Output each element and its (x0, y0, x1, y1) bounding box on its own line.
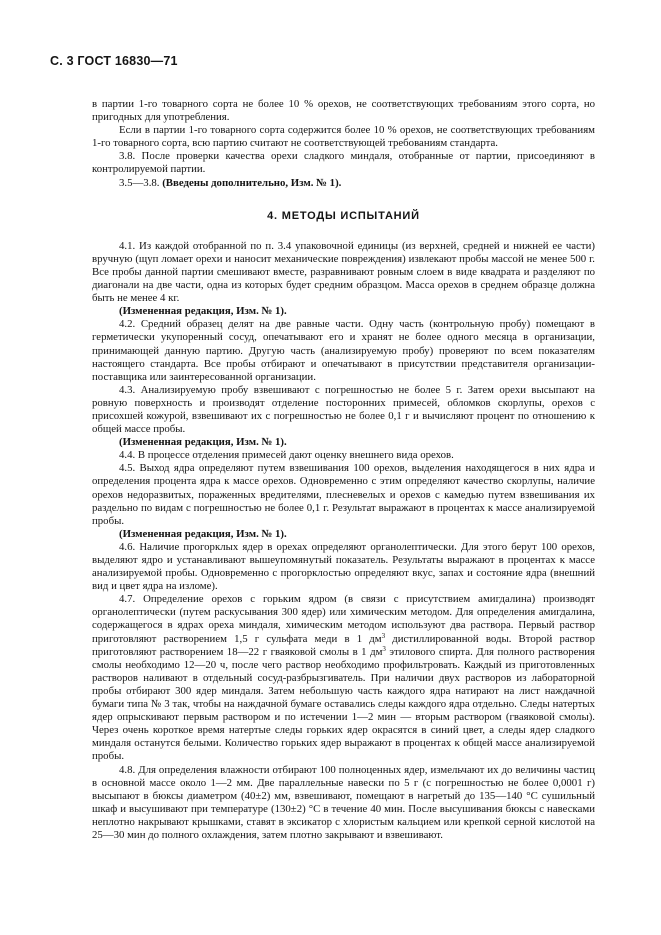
paragraph-4-7-part-c: этилового спирта. Для полного растворения смолы необходимо 12—20 ч, после чего раствор необходимо профильтровать. Каждый из приготовленных растворов наливают в отдельный сосуд-разбрызгиватель. При наличии двух растворов из лабораторной пробы отбирают 300 ядер миндаля. Затем небольшую часть каждого ядра натирают на лист наждачной бумаги типа № 3 так, чтобы на наждачной бумаге оставались следы каждого ядра отдельно. Следы натертых ядер опрыскивают первым раствором и по истечении 1—2 мин — вторым раствором (гваяковой смолы). Через очень короткое время натертые следы горьких ядер окрасятся в синий цвет, а следы ядер сладкого миндаля останутся белыми. Количество горьких ядер выражают в процентах к общей массе анализируемой пробы. (92, 645, 595, 763)
paragraph-4-7 (92, 593, 595, 763)
paragraph-4-1: 4.1. Из каждой отобранной по п. 3.4 упаковочной единицы (из верхней, средней и нижней ее части) вручную (щуп ломает орехи и наносит механические повреждения) извлекают пробы массой не менее 500 г. Все пробы данной партии смешивают вместе, разравнивают ровным слоем в виде квадрата и разделяют по диагонали на две части, одна из которых будет средним образцом. Масса орехов в среднем образце должна быть не менее 4 кг. (92, 239, 595, 305)
paragraph-3-7-batch-rule: Если в партии 1-го товарного сорта содержится более 10 % орехов, не соответствующих требованиям 1-го товарного сорта, всю партию считают не соответствующей требованиям стандарта. (92, 124, 595, 150)
cubic-superscript: 3 (381, 631, 386, 640)
paragraph-4-2: 4.2. Средний образец делят на две равные части. Одну часть (контрольную пробу) помещают в герметически укупоренный сосуд, опечатывают его и хранят не более одного месяца в организации, принимающей данную партию. Другую часть (анализируемую пробу) проверяют по всем показателям настоящего стандарта. Все пробы отбирают и опечатывают в присутствии представителя организации-поставщика или заинтересованной организации. (92, 318, 595, 383)
paragraph-4-7-part-a: 4.7. Определение орехов с горьким ядром (в связи с присутствием амигдалина) производят органолептически (путем раскусывания 300 ядер) или химическим методом. Для определения амигдалина, содержащегося в ядрах ореха миндаля, химическим методом используют два раствора. Первый раствор приготовляют растворением 1,5 г сульфата меди в 1 дм (92, 593, 595, 645)
amendment-text: (Введены дополнительно, Изм. № 1). (162, 176, 342, 189)
paragraph-4-5: 4.5. Выход ядра определяют путем взвешивания 100 орехов, выделения находящегося в них ядра и определения процента ядра к массе орехов. Одновременно с этим определяют качество скорлупы, наличие орехов недоразвитых, пораженных вредителями, плесневелых и орехов с камедью путем взвешивания их раздельно по видам с погрешностью не более 0,1 г. Результат выражают в процентах к массе анализируемой пробы. (92, 462, 595, 527)
edition-note: (Измененная редакция, Изм. № 1). (119, 305, 287, 318)
paragraph-4-4: 4.4. В процессе отделения примесей дают оценку внешнего вида орехов. (119, 449, 454, 462)
document-body (92, 98, 595, 842)
edition-note: (Измененная редакция, Изм. № 1). (119, 527, 287, 540)
paragraph-amendment-note (92, 177, 595, 190)
paragraph-3-7-continued: в партии 1-го товарного сорта не более 10 % орехов, не соответствующих требованиям этого сорта, но пригодных для употребления. (92, 98, 595, 124)
paragraph-3-8: 3.8. После проверки качества орехи сладкого миндаля, отобранные от партии, присоединяют в контролируемой партии. (92, 150, 595, 176)
paragraph-4-3: 4.3. Анализируемую пробу взвешивают с погрешностью не более 5 г. Затем орехи высыпают на ровную поверхность и производят отделение посторонних примесей, обломков скорлупы, орехов с присохшей кожурой, взвешивают их с погрешностью не более 0,1 г и вычисляют процент по отношению к общей массе пробы. (92, 383, 595, 436)
paragraph-4-7-part-b: дистиллированной воды. Второй раствор приготовляют растворением 18—22 г гваяковой смолы в 1 дм (92, 632, 595, 658)
paragraph-4-6: 4.6. Наличие прогорклых ядер в орехах определяют органолептически. Для этого берут 100 орехов, выделяют ядро и устанавливают вышеупомянутый показатель. Результаты выражают в процентах к массе анализируемой пробы. Одновременно с прогорклостью определяют вкус, запах и состояние ядра (внешний вид и цвет ядра на изломе). (92, 540, 595, 593)
page-header: С. 3 ГОСТ 16830—71 (50, 54, 178, 68)
edition-note: (Измененная редакция, Изм. № 1). (119, 436, 287, 449)
section-title: 4. МЕТОДЫ ИСПЫТАНИЙ (267, 209, 420, 222)
paragraph-4-8: 4.8. Для определения влажности отбирают 100 полноценных ядер, измельчают их до величины частиц в основной массе около 1—2 мм. Две параллельные навески по 5 г (с погрешностью не более 0,0001 г) высыпают в бюксы диаметром (40±2) мм, взвешивают, помещают в нагретый до 135—140 °С сушильный шкаф и высушивают при температуре (130±2) °С в течение 40 мин. После высушивания бюксы с навесками неплотно накрывают крышками, ставят в эксикатор с хлористым кальцием или крепкой серной кислотой на 25—30 мин до полного охлаждения, затем плотно закрывают и взвешивают. (92, 763, 595, 841)
cubic-superscript: 3 (382, 644, 386, 653)
amendment-ref: 3.5—3.8. (119, 176, 160, 189)
